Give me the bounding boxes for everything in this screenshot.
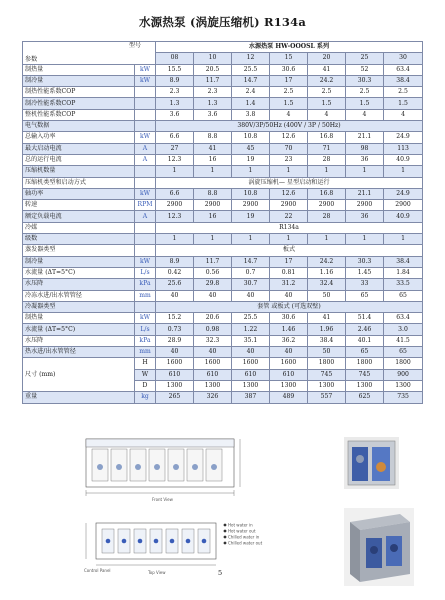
- cell-value: 19: [232, 211, 270, 222]
- cell-value: 25.5: [232, 313, 270, 324]
- header-row: [23, 42, 423, 53]
- top-view-drawing: [86, 523, 216, 565]
- cell-value: 2900: [308, 200, 346, 211]
- cell-value: 63.4: [384, 64, 423, 75]
- cell-value: 2.5: [308, 87, 346, 98]
- spec-row: [23, 132, 423, 143]
- cell-value: 30.7: [232, 279, 270, 290]
- cell-value: 2.4: [232, 87, 270, 98]
- row-label: 冷冻水进/出水管管径: [23, 290, 135, 301]
- row-unit: [135, 98, 156, 109]
- top-view-label: Top View: [148, 570, 166, 575]
- row-label: 级数: [23, 234, 135, 245]
- row-unit: A: [135, 211, 156, 222]
- cell-value: 0.56: [194, 267, 232, 278]
- cell-value: 33: [346, 279, 384, 290]
- cell-value: 625: [346, 392, 384, 403]
- row-label: 压缩机类型和启动方式: [23, 177, 135, 188]
- cell-value: 21.1: [346, 132, 384, 143]
- row-label: 水流量 (ΔT=5°C): [23, 267, 135, 278]
- cell-value: 33.5: [384, 279, 423, 290]
- cell-value: 1: [384, 166, 423, 177]
- row-span-value: 380V/3P/50Hz (400V / 3P / 50Hz): [156, 121, 423, 132]
- row-label: 制冷量: [23, 256, 135, 267]
- row-unit: [135, 245, 156, 256]
- spec-row: [23, 267, 423, 278]
- cell-value: 0.42: [156, 267, 194, 278]
- size-dim-unit: D: [135, 380, 156, 391]
- cell-value: 40: [270, 290, 308, 301]
- spec-row: [23, 64, 423, 75]
- model-number: 08: [156, 53, 194, 64]
- cell-value: 6.6: [156, 188, 194, 199]
- model-number: 12: [232, 53, 270, 64]
- cell-value: 8.8: [194, 188, 232, 199]
- cell-value: 22: [270, 211, 308, 222]
- cell-value: 36: [346, 154, 384, 165]
- cell-value: 16: [194, 154, 232, 165]
- cell-value: 2.3: [194, 87, 232, 98]
- cell-value: 1.84: [384, 267, 423, 278]
- cell-value: 16.8: [308, 188, 346, 199]
- cell-value: 65: [346, 290, 384, 301]
- cell-value: 1.5: [270, 98, 308, 109]
- cell-value: 41: [308, 64, 346, 75]
- cell-value: 1300: [384, 380, 423, 391]
- cell-value: 735: [384, 392, 423, 403]
- cell-value: 2900: [346, 200, 384, 211]
- cell-value: 1600: [156, 358, 194, 369]
- cell-value: 1800: [346, 358, 384, 369]
- row-label: 总输入功率: [23, 132, 135, 143]
- row-unit: kW: [135, 75, 156, 86]
- cell-value: 24.9: [384, 188, 423, 199]
- row-label: 制热量: [23, 313, 135, 324]
- row-unit: [135, 87, 156, 98]
- row-span-value: R134a: [156, 222, 423, 233]
- spec-row: [23, 154, 423, 165]
- cell-value: 1: [232, 166, 270, 177]
- model-number: 15: [270, 53, 308, 64]
- cell-value: 2900: [156, 200, 194, 211]
- cell-value: 50: [308, 347, 346, 358]
- cell-value: 40: [232, 290, 270, 301]
- row-label: 制冷性能系数COP: [23, 98, 135, 109]
- cell-value: 2900: [384, 200, 423, 211]
- row-span-value: 套管 或板式 (可选双壁): [156, 301, 423, 312]
- model-number: 20: [308, 53, 346, 64]
- cell-value: 2900: [232, 200, 270, 211]
- cell-value: 21.1: [346, 188, 384, 199]
- legend-hot-water-in: Hot water in: [228, 522, 253, 528]
- cell-value: 40.9: [384, 154, 423, 165]
- cell-value: 2.46: [346, 324, 384, 335]
- weight-row: [23, 392, 423, 403]
- cell-value: 610: [270, 369, 308, 380]
- cell-value: 0.81: [270, 267, 308, 278]
- size-label: 尺寸 (mm): [23, 358, 135, 392]
- row-unit: L/s: [135, 324, 156, 335]
- cell-value: 2900: [270, 200, 308, 211]
- cell-value: 489: [270, 392, 308, 403]
- legend-chilled-water-in: Chilled water in: [228, 534, 260, 540]
- param-label: 参数: [25, 55, 38, 63]
- cell-value: 113: [384, 143, 423, 154]
- cell-value: 2.5: [270, 87, 308, 98]
- row-label: 热水进/出水管管径: [23, 347, 135, 358]
- cell-value: 1300: [156, 380, 194, 391]
- cell-value: 3.6: [194, 109, 232, 120]
- cell-value: 4: [308, 109, 346, 120]
- row-unit: kW: [135, 313, 156, 324]
- row-unit: [135, 234, 156, 245]
- cell-value: 20.5: [194, 64, 232, 75]
- cell-value: 2.5: [384, 87, 423, 98]
- row-label: 制热性能系数COP: [23, 87, 135, 98]
- cell-value: 4: [270, 109, 308, 120]
- cell-value: 1.16: [308, 267, 346, 278]
- cell-value: 1: [232, 234, 270, 245]
- model-number: 25: [346, 53, 384, 64]
- row-unit: L/s: [135, 267, 156, 278]
- cell-value: 36: [346, 211, 384, 222]
- spec-row: [23, 234, 423, 245]
- cell-value: 38.4: [308, 335, 346, 346]
- cell-value: 900: [384, 369, 423, 380]
- cell-value: 8.9: [156, 75, 194, 86]
- cell-value: 1: [346, 234, 384, 245]
- cell-value: 1.4: [232, 98, 270, 109]
- cell-value: 12.6: [270, 132, 308, 143]
- cell-value: 8.8: [194, 132, 232, 143]
- cell-value: 41: [308, 313, 346, 324]
- spec-row: [23, 313, 423, 324]
- cell-value: 24.2: [308, 256, 346, 267]
- cell-value: 610: [232, 369, 270, 380]
- spec-row: [23, 256, 423, 267]
- cell-value: 24.9: [384, 132, 423, 143]
- spec-row: [23, 222, 423, 233]
- row-label: 整机性能系数COP: [23, 109, 135, 120]
- cell-value: 38.4: [384, 75, 423, 86]
- page-number: 5: [218, 569, 223, 577]
- cell-value: 40: [156, 290, 194, 301]
- cell-value: 12.3: [156, 154, 194, 165]
- cell-value: 40.9: [384, 211, 423, 222]
- cell-value: 30.3: [346, 256, 384, 267]
- row-label: 冷凝器类型: [23, 301, 135, 312]
- cell-value: 35.1: [232, 335, 270, 346]
- cell-value: 6.6: [156, 132, 194, 143]
- cell-value: 15.2: [156, 313, 194, 324]
- row-unit: A: [135, 154, 156, 165]
- unit-photo-open: [344, 437, 399, 489]
- cell-value: 32.3: [194, 335, 232, 346]
- cell-value: 12.3: [156, 211, 194, 222]
- cell-value: 65: [346, 347, 384, 358]
- cell-value: 17: [270, 256, 308, 267]
- cell-value: 1.3: [194, 98, 232, 109]
- row-label: 最大启动电流: [23, 143, 135, 154]
- cell-value: 1600: [270, 358, 308, 369]
- cell-value: 745: [308, 369, 346, 380]
- spec-row: [23, 347, 423, 358]
- cell-value: 1: [346, 166, 384, 177]
- control-panel-label: Control Panel: [84, 568, 111, 573]
- cell-value: 1300: [232, 380, 270, 391]
- cell-value: 610: [194, 369, 232, 380]
- cell-value: 28: [308, 211, 346, 222]
- cell-value: 30.3: [346, 75, 384, 86]
- cell-value: 0.73: [156, 324, 194, 335]
- model-number: 30: [384, 53, 423, 64]
- cell-value: 28: [308, 154, 346, 165]
- cell-value: 1: [308, 234, 346, 245]
- cell-value: 387: [232, 392, 270, 403]
- spec-row: [23, 245, 423, 256]
- pipe-legend: [224, 523, 263, 546]
- cell-value: 1: [194, 166, 232, 177]
- cell-value: 1800: [384, 358, 423, 369]
- cell-value: 30.6: [270, 313, 308, 324]
- size-dim-unit: W: [135, 369, 156, 380]
- cell-value: 1.46: [270, 324, 308, 335]
- row-unit: [135, 109, 156, 120]
- row-label: 轴功率: [23, 188, 135, 199]
- cell-value: 16: [194, 211, 232, 222]
- cell-value: 98: [346, 143, 384, 154]
- cell-value: 1.96: [308, 324, 346, 335]
- cell-value: 1.5: [346, 98, 384, 109]
- row-span-value: 涡旋压缩机— 星型启动和运行: [156, 177, 423, 188]
- cell-value: 1: [308, 166, 346, 177]
- row-span-value: 板式: [156, 245, 423, 256]
- row-unit: kW: [135, 256, 156, 267]
- row-unit: mm: [135, 290, 156, 301]
- spec-row: [23, 98, 423, 109]
- legend-chilled-water-out: Chilled water out: [228, 540, 263, 546]
- cell-value: 19: [232, 154, 270, 165]
- cell-value: 1.45: [346, 267, 384, 278]
- cell-value: 1: [156, 234, 194, 245]
- row-label: 额定负载电流: [23, 211, 135, 222]
- cell-value: 40: [194, 290, 232, 301]
- spec-row: [23, 109, 423, 120]
- cell-value: 0.98: [194, 324, 232, 335]
- cell-value: 29.8: [194, 279, 232, 290]
- cell-value: 30.6: [270, 64, 308, 75]
- cell-value: 4: [346, 109, 384, 120]
- row-label: 电气数据: [23, 121, 135, 132]
- front-view-drawing: [86, 439, 240, 496]
- size-row: [23, 358, 423, 369]
- model-number: 10: [194, 53, 232, 64]
- row-label: 蒸发器类型: [23, 245, 135, 256]
- cell-value: 1300: [346, 380, 384, 391]
- row-label: 制热量: [23, 64, 135, 75]
- cell-value: 36.2: [270, 335, 308, 346]
- cell-value: 1: [270, 234, 308, 245]
- row-unit: kPa: [135, 335, 156, 346]
- cell-value: 1: [270, 166, 308, 177]
- cell-value: 50: [308, 290, 346, 301]
- cell-value: 2.5: [346, 87, 384, 98]
- row-label: 制冷量: [23, 75, 135, 86]
- cell-value: 10.8: [232, 132, 270, 143]
- cell-value: 1: [384, 234, 423, 245]
- page-title: 水源热泵 (涡旋压缩机) R134a: [138, 15, 306, 29]
- cell-value: 610: [156, 369, 194, 380]
- cell-value: 31.2: [270, 279, 308, 290]
- cell-value: 25.6: [156, 279, 194, 290]
- cell-value: 3.8: [232, 109, 270, 120]
- cell-value: 65: [384, 290, 423, 301]
- cell-value: 40.1: [346, 335, 384, 346]
- cell-value: 24.2: [308, 75, 346, 86]
- model-param-header: [23, 42, 156, 65]
- row-unit: A: [135, 143, 156, 154]
- cell-value: 17: [270, 75, 308, 86]
- cell-value: 1600: [232, 358, 270, 369]
- row-label: 冷媒: [23, 222, 135, 233]
- cell-value: 28.9: [156, 335, 194, 346]
- cell-value: 32.4: [308, 279, 346, 290]
- cell-value: 1.5: [384, 98, 423, 109]
- cell-value: 41: [194, 143, 232, 154]
- cell-value: 20.6: [194, 313, 232, 324]
- cell-value: 52: [346, 64, 384, 75]
- series-label: 水源热泵 HW-OOOSL 系列: [156, 42, 423, 53]
- cell-value: 2.3: [156, 87, 194, 98]
- cell-value: 2900: [194, 200, 232, 211]
- row-unit: [135, 301, 156, 312]
- cell-value: 1: [194, 234, 232, 245]
- front-view-label: Front View: [152, 497, 173, 502]
- cell-value: 11.7: [194, 75, 232, 86]
- spec-row: [23, 290, 423, 301]
- cell-value: 0.7: [232, 267, 270, 278]
- row-unit: RPM: [135, 200, 156, 211]
- cell-value: 3.6: [156, 109, 194, 120]
- spec-row: [23, 211, 423, 222]
- weight-unit: kg: [135, 392, 156, 403]
- row-unit: [135, 166, 156, 177]
- row-label: 水流量 (ΔT=5°C): [23, 324, 135, 335]
- cell-value: 63.4: [384, 313, 423, 324]
- spec-row: [23, 177, 423, 188]
- row-label: 转速: [23, 200, 135, 211]
- cell-value: 1.3: [156, 98, 194, 109]
- weight-label: 重量: [23, 392, 135, 403]
- cell-value: 1: [156, 166, 194, 177]
- legend-hot-water-out: Hot water out: [228, 528, 256, 534]
- cell-value: 8.9: [156, 256, 194, 267]
- cell-value: 745: [346, 369, 384, 380]
- row-unit: kW: [135, 132, 156, 143]
- size-dim-unit: H: [135, 358, 156, 369]
- row-label: 水压降: [23, 335, 135, 346]
- cell-value: 12.6: [270, 188, 308, 199]
- cell-value: 1.5: [308, 98, 346, 109]
- cell-value: 40: [270, 347, 308, 358]
- cell-value: 4: [384, 109, 423, 120]
- spec-row: [23, 121, 423, 132]
- cell-value: 1800: [308, 358, 346, 369]
- row-label: 水压降: [23, 279, 135, 290]
- spec-row: [23, 200, 423, 211]
- spec-row: [23, 335, 423, 346]
- cell-value: 1600: [194, 358, 232, 369]
- cell-value: 51.4: [346, 313, 384, 324]
- cell-value: 71: [308, 143, 346, 154]
- cell-value: 23: [270, 154, 308, 165]
- cell-value: 25.5: [232, 64, 270, 75]
- row-unit: [135, 177, 156, 188]
- cell-value: 70: [270, 143, 308, 154]
- cell-value: 40: [232, 347, 270, 358]
- cell-value: 1300: [194, 380, 232, 391]
- row-unit: [135, 121, 156, 132]
- row-label: 总的运行电流: [23, 154, 135, 165]
- spec-table: [22, 41, 423, 404]
- cell-value: 15.5: [156, 64, 194, 75]
- spec-row: [23, 166, 423, 177]
- row-label: 压缩机数量: [23, 166, 135, 177]
- unit-dimension-diagram: [78, 437, 263, 587]
- unit-photo-cabinet: [344, 508, 414, 586]
- cell-value: 38.4: [384, 256, 423, 267]
- spec-row: [23, 75, 423, 86]
- cell-value: 557: [308, 392, 346, 403]
- row-unit: kW: [135, 64, 156, 75]
- cell-value: 27: [156, 143, 194, 154]
- cell-value: 1300: [308, 380, 346, 391]
- cell-value: 40: [156, 347, 194, 358]
- spec-row: [23, 279, 423, 290]
- cell-value: 14.7: [232, 256, 270, 267]
- spec-row: [23, 301, 423, 312]
- cell-value: 14.7: [232, 75, 270, 86]
- spec-row: [23, 188, 423, 199]
- row-unit: [135, 222, 156, 233]
- cell-value: 45: [232, 143, 270, 154]
- model-label: 型号: [128, 42, 141, 49]
- cell-value: 10.8: [232, 188, 270, 199]
- cell-value: 40: [194, 347, 232, 358]
- row-unit: mm: [135, 347, 156, 358]
- cell-value: 265: [156, 392, 194, 403]
- cell-value: 1.22: [232, 324, 270, 335]
- spec-row: [23, 143, 423, 154]
- spec-row: [23, 324, 423, 335]
- row-unit: kPa: [135, 279, 156, 290]
- cell-value: 3.0: [384, 324, 423, 335]
- cell-value: 326: [194, 392, 232, 403]
- cell-value: 11.7: [194, 256, 232, 267]
- cell-value: 41.5: [384, 335, 423, 346]
- cell-value: 65: [384, 347, 423, 358]
- cell-value: 1300: [270, 380, 308, 391]
- cell-value: 16.8: [308, 132, 346, 143]
- row-unit: kW: [135, 188, 156, 199]
- spec-row: [23, 87, 423, 98]
